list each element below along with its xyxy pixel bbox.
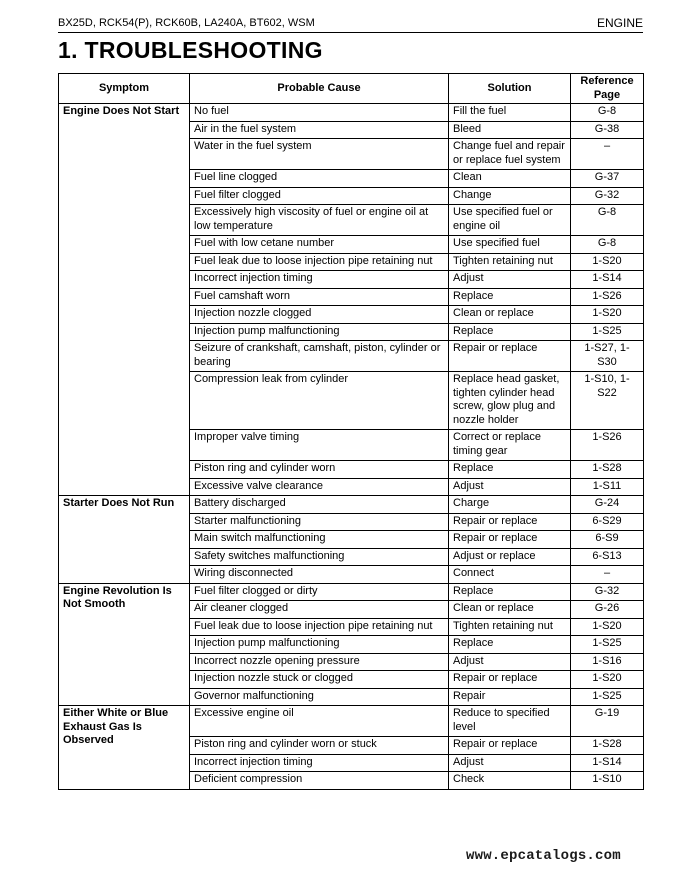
solution-cell: Check [449,772,571,790]
cause-cell: Starter malfunctioning [190,513,449,531]
solution-cell: Clean or replace [449,601,571,619]
solution-cell: Use specified fuel or engine oil [449,205,571,236]
solution-cell: Repair [449,688,571,706]
reference-cell: G-8 [571,236,644,254]
table-header-row [59,74,644,104]
page-header [58,16,643,33]
section-name: ENGINE [596,16,643,30]
cause-cell: Excessive engine oil [190,706,449,737]
solution-cell: Change fuel and repair or replace fuel system [449,139,571,170]
cause-cell: Fuel filter clogged or dirty [190,583,449,601]
page-title: 1. TROUBLESHOOTING [58,37,323,63]
table-body [59,104,644,790]
reference-cell: 1-S10 [571,772,644,790]
reference-cell: G-37 [571,170,644,188]
reference-cell: 6-S29 [571,513,644,531]
column-header-symptom: Symptom [59,74,190,104]
cause-cell: Fuel with low cetane number [190,236,449,254]
solution-cell: Fill the fuel [449,104,571,122]
cause-cell: Piston ring and cylinder worn or stuck [190,737,449,755]
cause-cell: Fuel leak due to loose injection pipe retaining nut [190,253,449,271]
solution-cell: Replace head gasket, tighten cylinder head screw, glow plug and nozzle holder [449,372,571,430]
solution-cell: Reduce to specified level [449,706,571,737]
solution-cell: Clean [449,170,571,188]
cause-cell: Main switch malfunctioning [190,531,449,549]
cause-cell: Incorrect injection timing [190,271,449,289]
reference-cell: 1-S11 [571,478,644,496]
cause-cell: Deficient compression [190,772,449,790]
reference-cell: 1-S20 [571,306,644,324]
column-header-solution: Solution [449,74,571,104]
reference-cell: 1-S25 [571,688,644,706]
solution-cell: Use specified fuel [449,236,571,254]
watermark: www.epcatalogs.com [466,848,621,864]
cause-cell: Injection nozzle stuck or clogged [190,671,449,689]
solution-cell: Connect [449,566,571,584]
solution-cell: Replace [449,636,571,654]
reference-cell: 1-S25 [571,323,644,341]
cause-cell: Injection pump malfunctioning [190,323,449,341]
cause-cell: Battery discharged [190,496,449,514]
cause-cell: Incorrect nozzle opening pressure [190,653,449,671]
reference-cell: 1-S28 [571,461,644,479]
reference-cell: 1-S20 [571,618,644,636]
cause-cell: No fuel [190,104,449,122]
solution-cell: Replace [449,583,571,601]
cause-cell: Wiring disconnected [190,566,449,584]
reference-cell: 1-S25 [571,636,644,654]
solution-cell: Repair or replace [449,737,571,755]
cause-cell: Fuel filter clogged [190,187,449,205]
cause-cell: Fuel leak due to loose injection pipe retaining nut [190,618,449,636]
reference-cell: 1-S20 [571,671,644,689]
solution-cell: Replace [449,461,571,479]
solution-cell: Tighten retaining nut [449,253,571,271]
column-header-cause: Probable Cause [190,74,449,104]
reference-cell: G-38 [571,121,644,139]
cause-cell: Compression leak from cylinder [190,372,449,430]
reference-cell: G-32 [571,187,644,205]
reference-cell: 1-S27, 1-S30 [571,341,644,372]
reference-cell: 1-S26 [571,430,644,461]
solution-cell: Repair or replace [449,671,571,689]
cause-cell: Injection pump malfunctioning [190,636,449,654]
cause-cell: Excessive valve clearance [190,478,449,496]
cause-cell: Seizure of crankshaft, camshaft, piston, cylinder or bearing [190,341,449,372]
cause-cell: Incorrect injection timing [190,754,449,772]
solution-cell: Replace [449,323,571,341]
reference-cell: 1-S26 [571,288,644,306]
cause-cell: Governor malfunctioning [190,688,449,706]
symptom-cell: Engine Revolution Is Not Smooth [59,583,190,706]
cause-cell: Water in the fuel system [190,139,449,170]
reference-cell: 1-S14 [571,754,644,772]
reference-cell: – [571,139,644,170]
solution-cell: Repair or replace [449,341,571,372]
reference-cell: G-26 [571,601,644,619]
cause-cell: Injection nozzle clogged [190,306,449,324]
table-row [59,104,644,122]
reference-cell: 6-S13 [571,548,644,566]
cause-cell: Fuel line clogged [190,170,449,188]
troubleshooting-table [58,73,644,790]
solution-cell: Clean or replace [449,306,571,324]
solution-cell: Replace [449,288,571,306]
reference-cell: 1-S10, 1-S22 [571,372,644,430]
column-header-reference: Reference Page [571,74,644,104]
cause-cell: Safety switches malfunctioning [190,548,449,566]
reference-cell: – [571,566,644,584]
reference-cell: G-19 [571,706,644,737]
reference-cell: 1-S16 [571,653,644,671]
model-list: BX25D, RCK54(P), RCK60B, LA240A, BT602, WSM [58,17,315,29]
solution-cell: Repair or replace [449,513,571,531]
reference-cell: 1-S28 [571,737,644,755]
symptom-cell: Starter Does Not Run [59,496,190,584]
solution-cell: Adjust [449,653,571,671]
symptom-cell: Either White or Blue Exhaust Gas Is Observed [59,706,190,790]
reference-cell: 1-S14 [571,271,644,289]
cause-cell: Fuel camshaft worn [190,288,449,306]
solution-cell: Adjust [449,271,571,289]
table-row [59,496,644,514]
solution-cell: Correct or replace timing gear [449,430,571,461]
solution-cell: Adjust or replace [449,548,571,566]
reference-cell: G-32 [571,583,644,601]
cause-cell: Air in the fuel system [190,121,449,139]
reference-cell: 6-S9 [571,531,644,549]
reference-cell: G-8 [571,104,644,122]
symptom-cell: Engine Does Not Start [59,104,190,496]
reference-cell: G-24 [571,496,644,514]
solution-cell: Tighten retaining nut [449,618,571,636]
cause-cell: Improper valve timing [190,430,449,461]
cause-cell: Piston ring and cylinder worn [190,461,449,479]
solution-cell: Charge [449,496,571,514]
cause-cell: Excessively high viscosity of fuel or engine oil at low temperature [190,205,449,236]
reference-cell: G-8 [571,205,644,236]
solution-cell: Adjust [449,754,571,772]
cause-cell: Air cleaner clogged [190,601,449,619]
solution-cell: Repair or replace [449,531,571,549]
solution-cell: Bleed [449,121,571,139]
table-row [59,583,644,601]
solution-cell: Adjust [449,478,571,496]
table-row [59,706,644,737]
solution-cell: Change [449,187,571,205]
reference-cell: 1-S20 [571,253,644,271]
